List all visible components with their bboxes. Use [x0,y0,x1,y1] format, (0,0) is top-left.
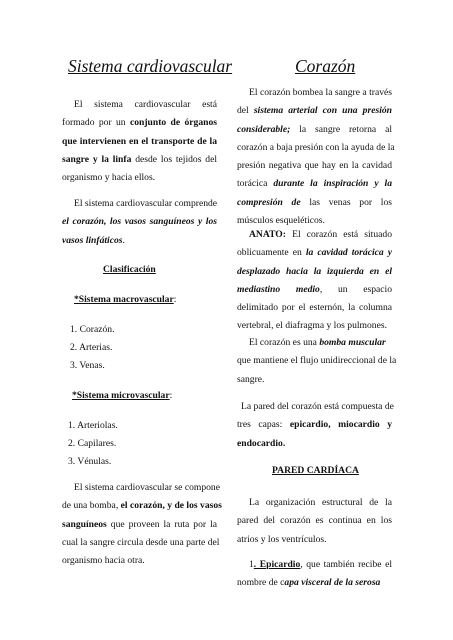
list-item: 1. Arteriolas. [68,420,118,431]
text-line [237,435,392,453]
bold-italic-text: desplazado hacia la izquierda en el [237,265,392,277]
bold-italic-text: bomba muscular [319,337,386,348]
right-title: Corazón [295,56,356,76]
text-line: mediastino medio, un espacio [237,283,392,295]
text-line: tres capas: epicardio, miocardio y [237,419,392,431]
text-line: organismo hacia otra. [62,555,145,567]
bold-text: endocardio. [237,437,286,449]
left-title: Sistema cardiovascular [68,56,233,76]
text-line: vasos linfáticos. [62,234,125,246]
text-line: sangre y la linfa desde los tejidos del [62,153,218,165]
text-line: delimitado por el esternón, la columna [237,302,392,314]
bold-text: sanguíneos [62,518,107,530]
paragraph-comprende [62,195,217,250]
text-line: El sistema cardiovascular está [74,99,217,110]
text-line: 1. Epicardio, que también recibe el [249,559,392,570]
text-line: ANATO: El corazón está situado [237,226,392,244]
bold-underlined-text: . Epicardio [253,559,301,570]
text-line: del sistema arterial con una presión [237,105,393,117]
text-line: nombre de capa visceral de la serosa [237,577,381,589]
text-line [237,263,392,281]
bold-italic-text: el corazón, los vasos sanguíneos y los [62,216,217,228]
bold-text: el corazón, y de los vasos [120,500,222,512]
bold-italic-text: la cavidad torácica y [305,247,392,259]
text-line: atrios y los ventrículos. [237,533,327,545]
text-line: de una bomba, el corazón, y de los vasos [62,500,222,512]
text-line: torácica durante la inspiración y la [237,178,392,190]
text-line: presión negativa que hay en la cavidad [237,160,392,172]
paragraph-pared [237,398,392,453]
clasificacion-heading: Clasificación [103,264,156,275]
text-line [62,133,217,151]
text-line: El corazón bombea la sangre a través [249,87,392,98]
text-line: La pared del corazón está compuesta de [241,401,394,412]
text-line [62,213,217,231]
text-line: cual la sangre circula desde una parte del [62,536,220,548]
paragraph-compone [62,479,222,570]
text-line: formado por un conjunto de órganos [62,117,217,129]
bold-italic-text: sistema arterial con una presión [253,105,393,117]
text-line: El sistema cardiovascular se compone [74,482,220,493]
bold-italic-text: compresión de [237,196,301,208]
bold-italic-text: mediastino medio [237,283,320,295]
text-line: músculos esqueléticos. [237,215,325,227]
paragraph-epicardio [237,556,392,593]
text-line: El sistema cardiovascular comprende [74,198,218,209]
bold-text: ANATO: [249,229,286,240]
list-item: 2. Capilares. [68,438,117,449]
bold-italic-text: considerable; [237,123,291,135]
paragraph-organizacion [237,494,392,549]
paragraph-intro [62,96,217,187]
text-line: compresión de las venas por los [237,196,392,208]
paragraph-anato [237,226,392,336]
list-item: 1. Corazón. [70,324,115,335]
text-line: La organización estructural de la [249,497,392,508]
list-item: 2. Arterias. [70,342,113,353]
list-item: 3. Venas. [70,360,105,371]
text-line: considerable; la sangre retorna al [237,123,392,135]
bold-text: epicardio, miocardio y [289,419,392,431]
macrovascular-label: *Sistema macrovascular: [74,294,177,305]
microvascular-label: *Sistema microvascular: [72,390,173,401]
text-line: organismo y hacia ellos. [62,172,156,184]
text-line: que mantiene el flujo unidireccional de la [237,355,397,367]
text-line: sangre. [237,373,265,385]
bold-text: conjunto de órganos [129,117,217,129]
bold-italic-text: durante la inspiración y la [273,178,392,190]
bold-text: que intervienen en el transporte de la [62,135,217,147]
text-line: sanguíneos que proveen la ruta por la [62,518,217,530]
text-line: corazón a baja presión con la ayuda de la [237,141,395,153]
paragraph-bombea [237,84,395,230]
list-item: 3. Vénulas. [68,456,112,467]
paragraph-bomba-muscular [237,334,397,389]
text-line: El corazón es una bomba muscular [249,337,386,348]
pared-cardiaca-heading: PARED CARDÍACA [272,465,359,476]
bold-italic-text: apa visceral de la serosa [284,577,381,589]
text-line: pared del corazón es continua en los [237,515,392,527]
bold-text: sangre y la linfa [62,153,132,165]
bold-italic-text: vasos linfáticos [62,234,123,246]
text-line: oblicuamente en la cavidad torácica y [237,247,392,259]
text-line: vertebral, el diafragma y los pulmones. [237,320,387,332]
